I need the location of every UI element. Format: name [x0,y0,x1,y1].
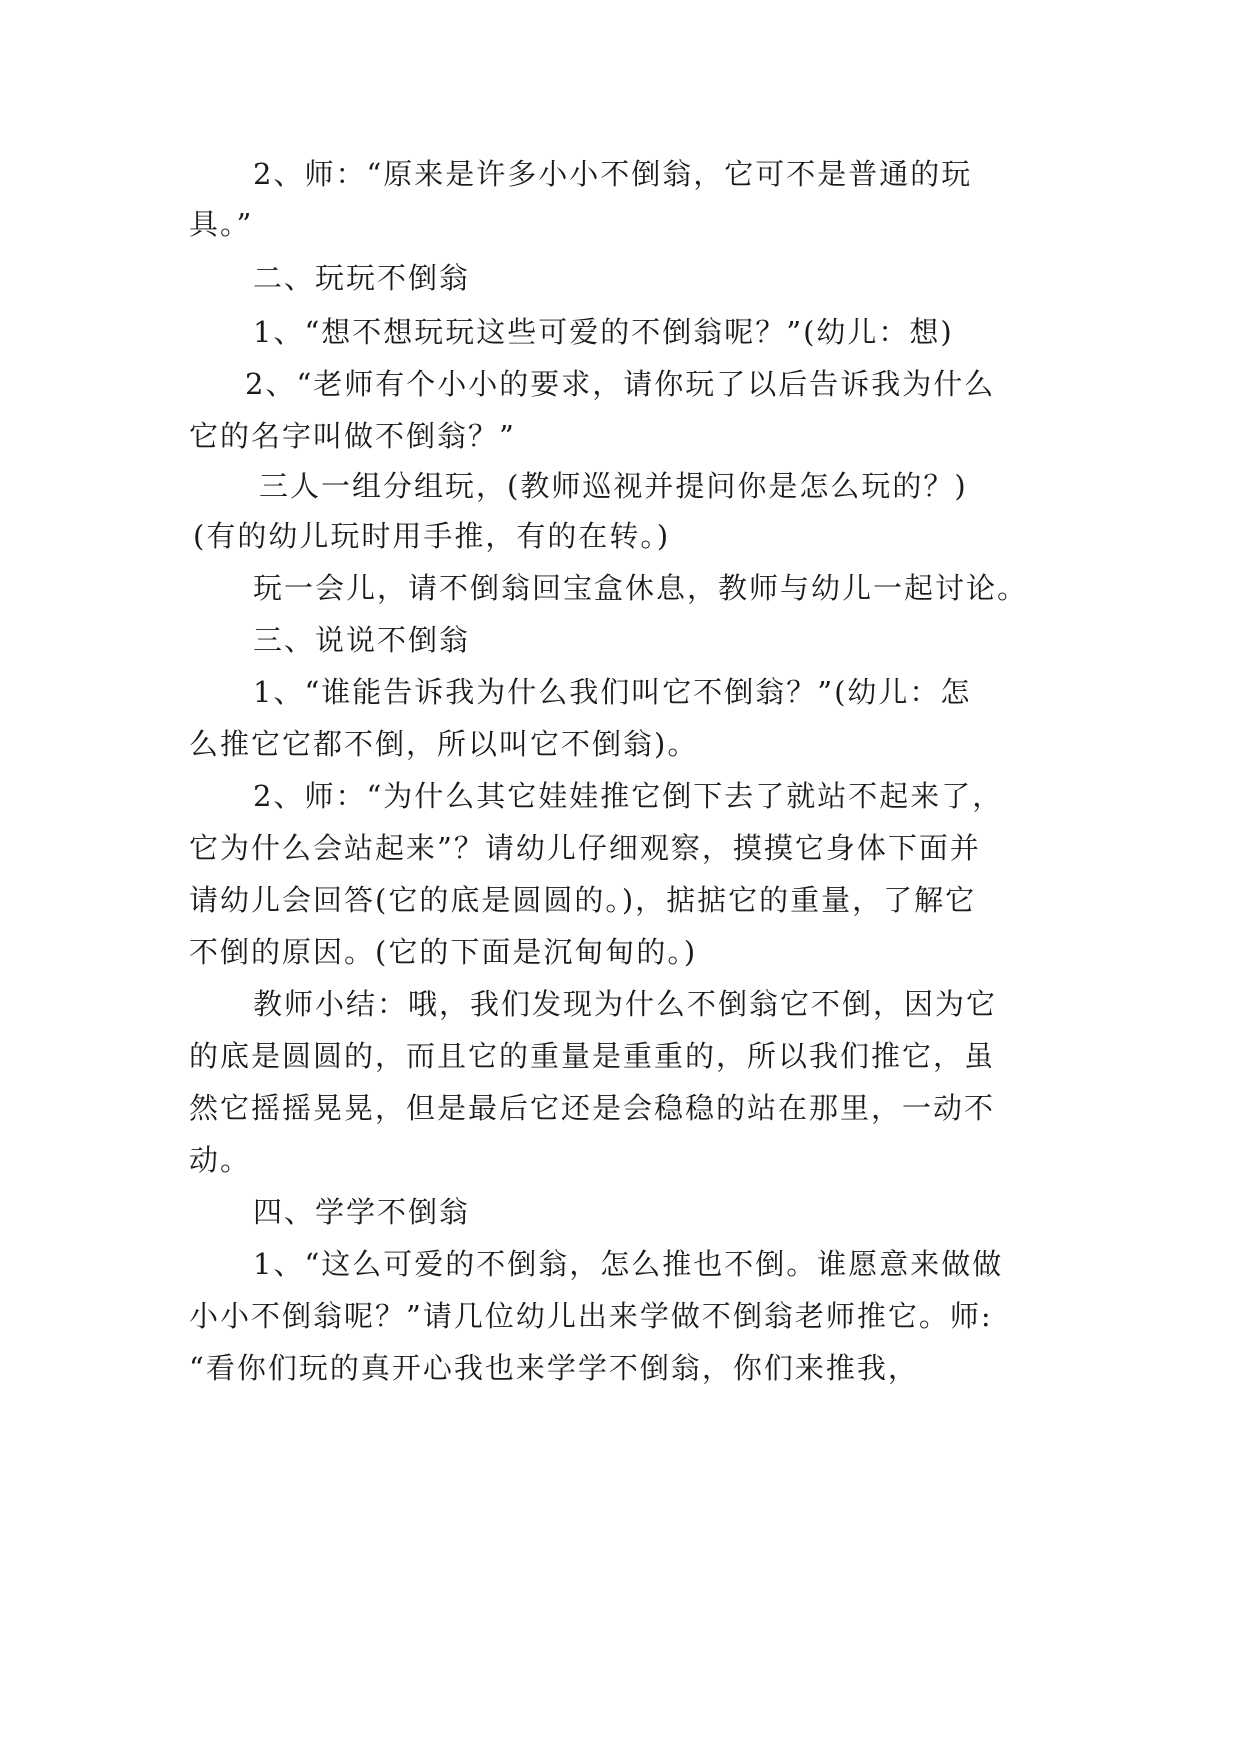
paragraph-line: “看你们玩的真开心我也来学学不倒翁，你们来推我， [189,1351,919,1385]
paragraph-line: 三人一组分组玩，(教师巡视并提问你是怎么玩的？) [259,469,968,503]
section-heading: 三、说说不倒翁 [253,623,471,657]
paragraph-line: 2、“老师有个小小的要求，请你玩了以后告诉我为什么 [245,367,996,401]
paragraph-line: 具。” [189,207,254,241]
paragraph-line: (有的幼儿玩时用手推，有的在转。) [193,519,671,553]
paragraph-line: 请幼儿会回答(它的底是圆圆的。)，掂掂它的重量，了解它 [189,883,977,917]
paragraph-line: 1、“想不想玩玩这些可爱的不倒翁呢？”(幼儿：想) [253,315,954,349]
section-heading: 二、玩玩不倒翁 [253,261,471,295]
paragraph-line: 么推它它都不倒，所以叫它不倒翁)。 [189,727,699,761]
paragraph-line: 的底是圆圆的，而且它的重量是重重的，所以我们推它，虽 [189,1039,996,1073]
paragraph-line: 不倒的原因。(它的下面是沉甸甸的。) [189,935,698,969]
paragraph-line: 教师小结：哦，我们发现为什么不倒翁它不倒，因为它 [253,987,998,1021]
paragraph-line: 然它摇摇晃晃，但是最后它还是会稳稳的站在那里，一动不 [189,1091,996,1125]
paragraph-line: 2、师：“为什么其它娃娃推它倒下去了就站不起来了， [253,779,1004,813]
paragraph-line: 动。 [189,1143,252,1177]
paragraph-line: 1、“这么可爱的不倒翁，怎么推也不倒。谁愿意来做做 [253,1247,1004,1281]
paragraph-line: 1、“谁能告诉我为什么我们叫它不倒翁？”(幼儿：怎 [253,675,972,709]
paragraph-line: 玩一会儿，请不倒翁回宝盒休息，教师与幼儿一起讨论。 [253,571,1029,605]
paragraph-line: 小小不倒翁呢？”请几位幼儿出来学做不倒翁老师推它。师: [189,1299,993,1333]
paragraph-line: 它的名字叫做不倒翁？” [189,419,516,453]
section-heading: 四、学学不倒翁 [253,1195,471,1229]
paragraph-line: 它为什么会站起来”？请幼儿仔细观察，摸摸它身体下面并 [189,831,981,865]
paragraph-line: 2、师：“原来是许多小小不倒翁，它可不是普通的玩 [253,157,973,191]
